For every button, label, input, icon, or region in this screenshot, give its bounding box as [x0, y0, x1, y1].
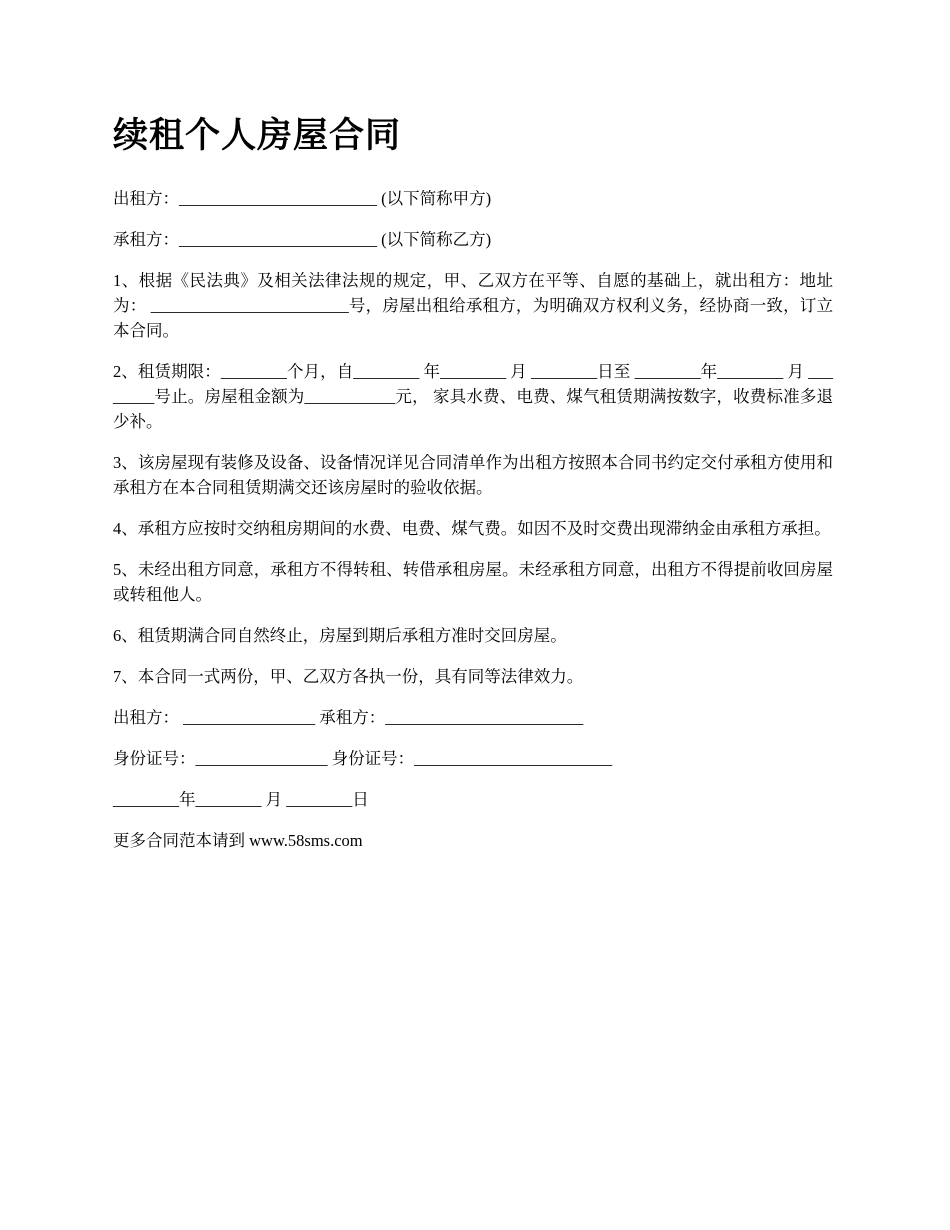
clause-6: 6、租赁期满合同自然终止，房屋到期后承租方准时交回房屋。: [113, 626, 567, 645]
clause-1: 1、根据《民法典》及相关法律法规的规定，甲、乙双方在平等、自愿的基础上，就出租方：地址为： ________________________号，房屋出租给承租方，为明确双方权利义务，经协商一致，订立本合同。: [113, 271, 833, 340]
date-line: ________年________ 月 ________日: [113, 790, 369, 809]
clause-7: 7、本合同一式两份，甲、乙双方各执一份，具有同等法律效力。: [113, 667, 584, 686]
footer-note: 更多合同范本请到 www.58sms.com: [113, 831, 363, 850]
document-title: 续租个人房屋合同: [113, 116, 402, 156]
clause-4: 4、承租方应按时交纳租房期间的水费、电费、煤气费。如因不及时交费出现滞纳金由承租方承担。: [113, 519, 831, 538]
lessor-line: 出租方：________________________ (以下简称甲方): [113, 189, 492, 208]
clause-3: 3、该房屋现有装修及设备、设备情况详见合同清单作为出租方按照本合同书约定交付承租方使用和承租方在本合同租赁期满交还该房屋时的验收依据。: [113, 453, 833, 497]
contract-document: [113, 112, 833, 869]
clause-2: 2、租赁期限：________个月，自________ 年________ 月 ________日至 ________年________ 月 ________号止。房屋租金额为___________元， 家具水费、电费、煤气租赁期满按数字，收费标准多退少补。: [113, 362, 834, 431]
lessee-line: 承租方：________________________ (以下简称乙方): [113, 230, 492, 249]
id-number-line: 身份证号：________________ 身份证号：________________________: [113, 749, 613, 768]
signature-line: 出租方： ________________ 承租方：________________________: [113, 708, 584, 727]
clause-5: 5、未经出租方同意，承租方不得转租、转借承租房屋。未经承租方同意，出租方不得提前收回房屋或转租他人。: [113, 560, 833, 604]
